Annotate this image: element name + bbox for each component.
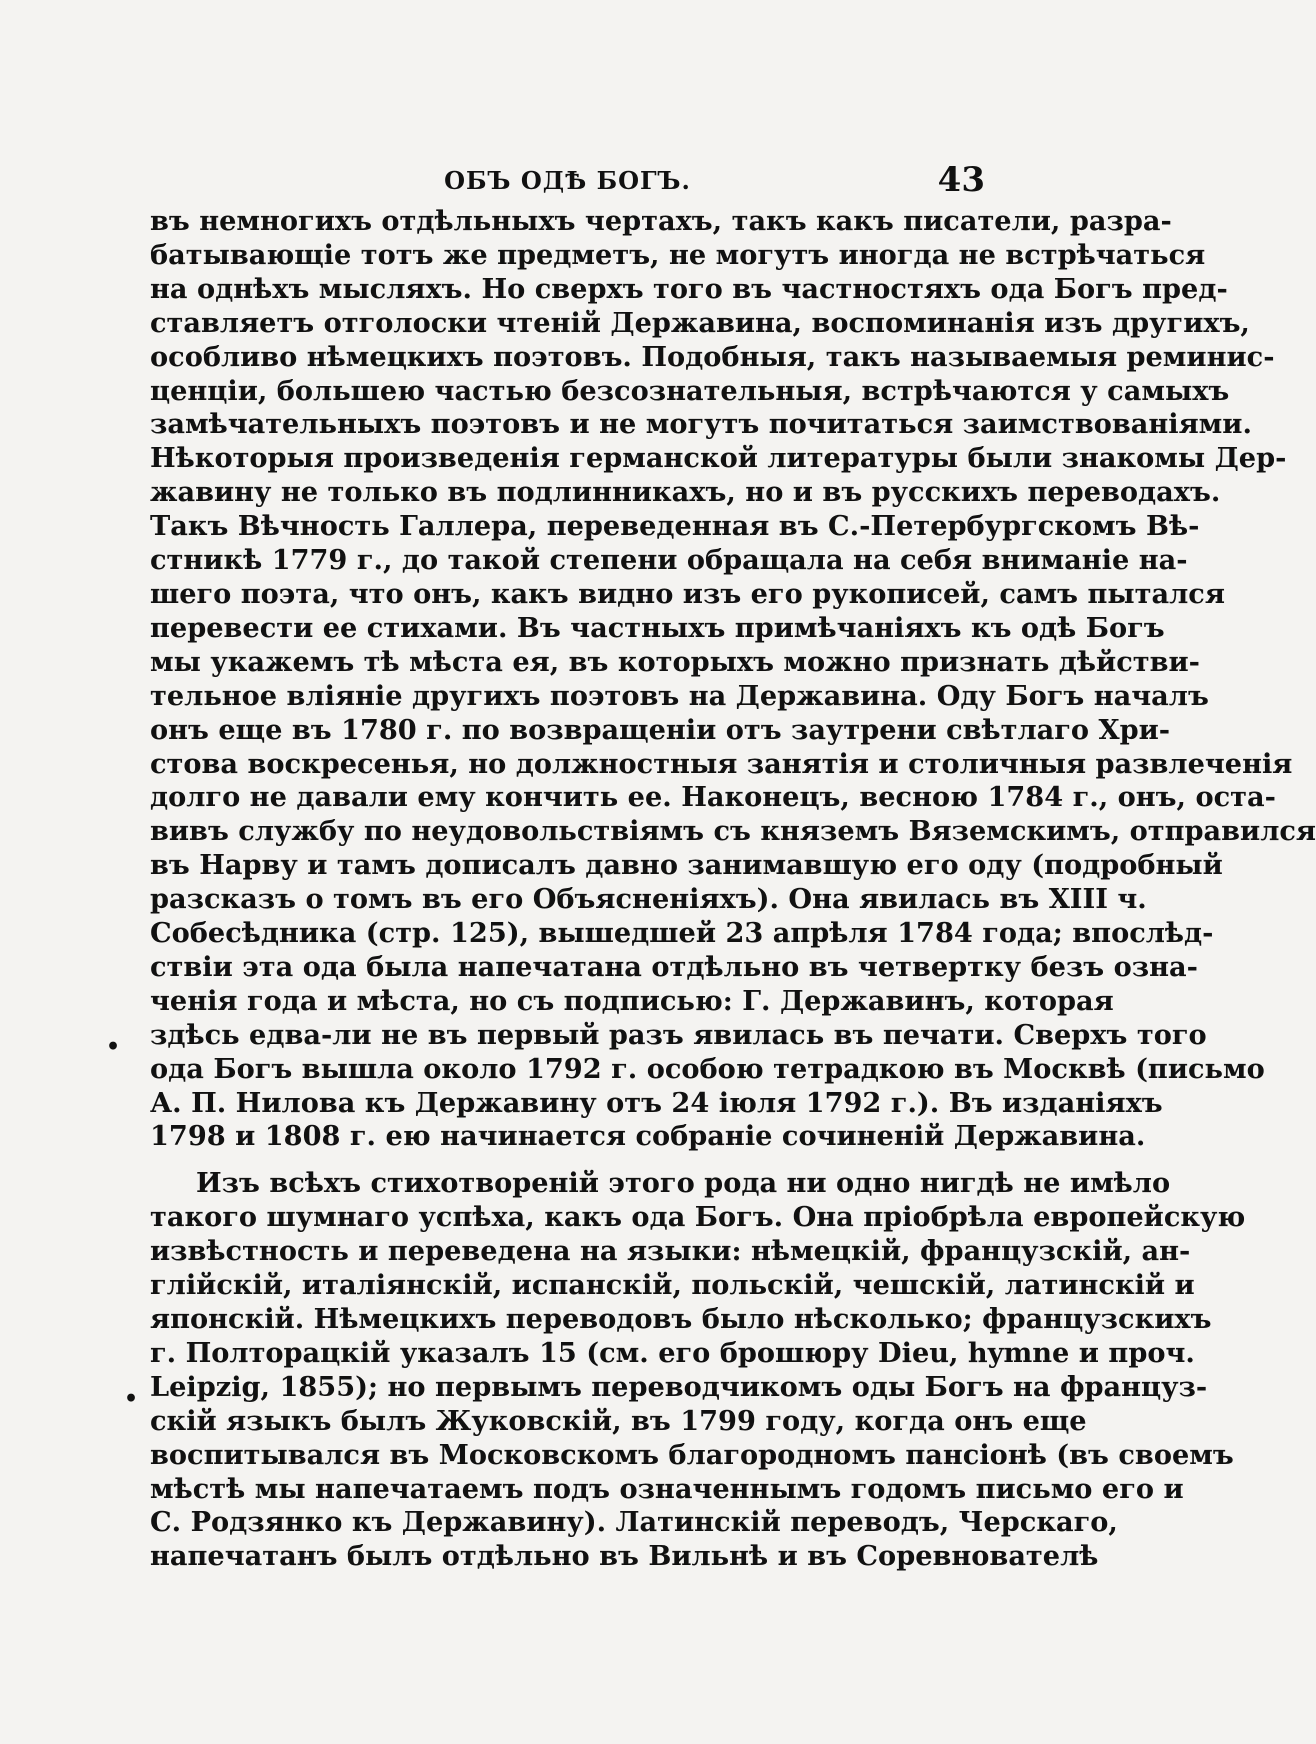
text-line: глійскій, италіянскій, испанскій, польскій, чешскій, латинскій и [150,1269,1195,1302]
paragraph-gap [150,1154,985,1167]
text-line: особливо нѣмецкихъ поэтовъ. Подобныя, такъ называемыя реминис- [150,340,1275,373]
text-line: батывающіе тотъ же предметъ, не могутъ иногда не встрѣчаться [150,238,1206,271]
text-line: ченія года и мѣста, но съ подписью: Г. Державинъ, которая [150,984,1114,1017]
text-line: шего поэта, что онъ, какъ видно изъ его рукописей, самъ пытался [150,577,1225,610]
text-line: замѣчательныхъ поэтовъ и не могутъ почитаться заимствованіями. [150,408,1252,441]
margin-dot-mark: • [106,1034,121,1060]
text-line: въ немногихъ отдѣльныхъ чертахъ, такъ какъ писатели, разра- [150,205,1172,237]
running-title: ОБЪ ОДѢ БОГЪ. [444,166,691,195]
text-line: ода Богъ вышла около 1792 г. особою тетрадкою въ Москвѣ (письмо [150,1052,1265,1085]
text-line: здѣсь едва-ли не въ первый разъ явилась въ печати. Сверхъ того [150,1018,1207,1051]
text-line: мы укажемъ тѣ мѣста ея, въ которыхъ можно признать дѣйстви- [150,645,1200,678]
text-line: стова воскресенья, но должностныя занятія и столичныя развлеченія [150,747,1293,780]
text-line: воспитывался въ Московскомъ благородномъ пансіонѣ (въ своемъ [150,1438,1234,1471]
text-line: С. Родзянко къ Державину). Латинскій переводъ, Черскаго, [150,1506,1118,1539]
text-line: ствіи эта ода была напечатана отдѣльно въ четвертку безъ озна- [150,950,1198,983]
text-line: въ Нарву и тамъ дописалъ давно занимавшую его оду (подробный [150,849,1223,882]
text-line: Собесѣдника (стр. 125), вышедшей 23 апрѣля 1784 года; впослѣд- [150,917,1214,950]
text-line: ценціи, большею частью безсознательныя, встрѣчаются у самыхъ [150,374,1230,407]
text-line: жавину не только въ подлинникахъ, но и въ русскихъ переводахъ. [150,476,1221,509]
text-line: г. Полторацкій указалъ 15 (см. его брошюру Dieu, hymne и проч. [150,1336,1195,1369]
text-line: разсказъ о томъ въ его Объясненіяхъ). Она явилась въ XIII ч. [150,883,1147,916]
text-line: на однѣхъ мысляхъ. Но сверхъ того въ частностяхъ ода Богъ пред- [150,272,1228,305]
text-line: Такъ Вѣчность Галлера, переведенная въ С.-Петербургскомъ Вѣ- [150,510,1200,543]
running-header [150,160,985,200]
text-line: Нѣкоторыя произведенія германской литературы были знакомы Дер- [150,442,1287,475]
text-line: извѣстность и переведена на языки: нѣмецкій, французскій, ан- [150,1235,1191,1268]
body-text [150,205,1316,1574]
text-line: А. П. Нилова къ Державину отъ 24 іюля 1792 г.). Въ изданіяхъ [150,1086,1163,1119]
text-line: долго не давали ему кончить ее. Наконецъ, весною 1784 г., онъ, оста- [150,781,1276,814]
text-line: японскій. Нѣмецкихъ переводовъ было нѣсколько; французскихъ [150,1303,1212,1335]
text-line: тельное вліяніе другихъ поэтовъ на Державина. Оду Богъ началъ [150,679,1209,712]
text-line: скій языкъ былъ Жуковскій, въ 1799 году, когда онъ еще [150,1404,1087,1437]
text-line: 1798 и 1808 г. ею начинается собраніе сочиненій Державина. [150,1120,1146,1153]
text-line: такого шумнаго успѣха, какъ ода Богъ. Она пріобрѣла европейскую [150,1201,1246,1234]
text-line: перевести ее стихами. Въ частныхъ примѣчаніяхъ къ одѣ Богъ [150,611,1165,644]
text-line: ставляетъ отголоски чтеній Державина, воспоминанія изъ другихъ, [150,306,1250,339]
text-line: Изъ всѣхъ стихотвореній этого рода ни одно нигдѣ не имѣло [196,1167,1171,1200]
text-line: напечатанъ былъ отдѣльно въ Вильнѣ и въ Соревнователѣ [150,1540,1099,1573]
text-line: онъ еще въ 1780 г. по возвращеніи отъ заутрени свѣтлаго Хри- [150,713,1171,746]
text-line: Leipzig, 1855); но первымъ переводчикомъ оды Богъ на француз- [150,1370,1208,1403]
text-line: мѣстѣ мы напечатаемъ подъ означеннымъ годомъ письмо его и [150,1472,1184,1505]
text-line: вивъ службу по неудовольствіямъ съ княземъ Вяземскимъ, отправился [150,815,1316,848]
text-line: стникѣ 1779 г., до такой степени обращала на себя вниманіе на- [150,544,1188,577]
margin-dot-mark: • [124,1386,139,1412]
page-number: 43 [937,160,985,200]
